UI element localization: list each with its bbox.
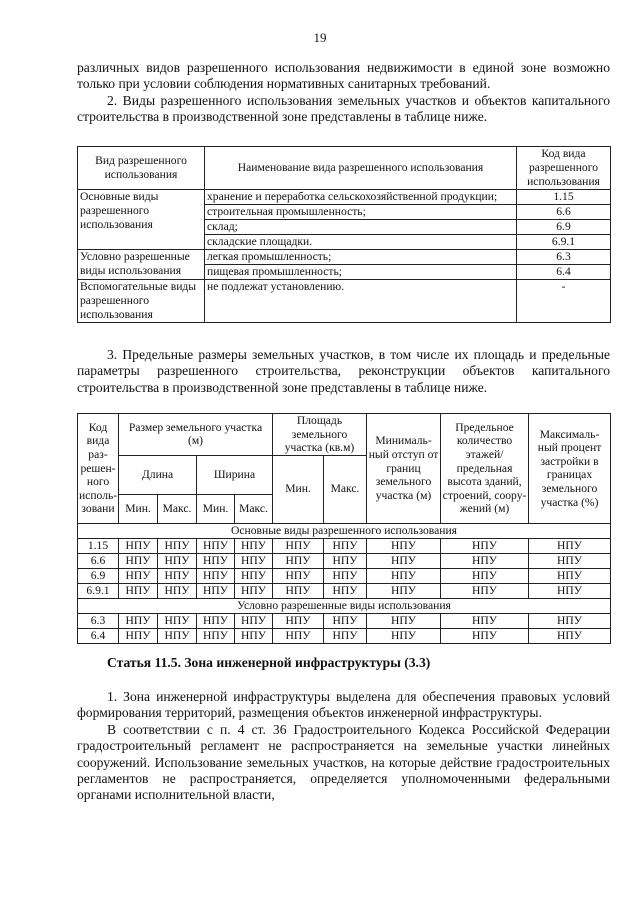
value-cell: НПУ: [119, 538, 158, 553]
value-cell: НПУ: [197, 538, 235, 553]
use-code-cell: 6.9.1: [517, 235, 611, 250]
value-cell: НПУ: [324, 568, 367, 583]
value-cell: НПУ: [529, 568, 611, 583]
table-row: [78, 553, 611, 568]
value-cell: 1.15: [78, 538, 119, 553]
section-row: [78, 523, 611, 538]
article-paragraph-1: 1. Зона инженерной инфраструктуры выделена для обеспечения правовых условий формирования территорий, размещения объектов инженерной инфраструктуры.: [77, 689, 610, 721]
section-title: Условно разрешенные виды использования: [78, 598, 611, 613]
use-name-cell: строительная промышленность;: [205, 205, 517, 220]
table-row: [78, 613, 611, 628]
value-cell: 6.9.1: [78, 583, 119, 598]
intro-paragraph: различных видов разрешенного использования недвижимости в единой зоне возможно только при условии соблюдения нормативных санитарных требований.: [77, 60, 610, 92]
value-cell: НПУ: [158, 628, 197, 643]
value-cell: НПУ: [235, 538, 273, 553]
value-cell: НПУ: [529, 553, 611, 568]
value-cell: НПУ: [441, 613, 529, 628]
value-cell: 6.6: [78, 553, 119, 568]
value-cell: НПУ: [119, 613, 158, 628]
value-cell: НПУ: [529, 628, 611, 643]
table-row: [78, 280, 611, 323]
table-row: [78, 583, 611, 598]
value-cell: НПУ: [119, 628, 158, 643]
paragraph-2: 2. Виды разрешенного использования земельных участков и объектов капитального строительства в производственной зоне представлены в таблице ниже.: [77, 92, 610, 125]
value-cell: НПУ: [273, 553, 324, 568]
value-cell: НПУ: [158, 553, 197, 568]
use-code-cell: 1.15: [517, 190, 611, 205]
value-cell: НПУ: [119, 553, 158, 568]
value-cell: НПУ: [324, 553, 367, 568]
use-name-cell: хранение и переработка сельскохозяйственной продукции;: [205, 190, 517, 205]
value-cell: НПУ: [324, 583, 367, 598]
value-cell: НПУ: [235, 583, 273, 598]
header-setback: Минималь-ный отступ от границ земельного участка (м): [367, 414, 441, 524]
value-cell: НПУ: [119, 583, 158, 598]
value-cell: 6.9: [78, 568, 119, 583]
header-percent: Максималь-ный процент застройки в границах земельного участка (%): [529, 414, 611, 524]
value-cell: НПУ: [158, 583, 197, 598]
value-cell: НПУ: [197, 628, 235, 643]
use-code-cell: 6.3: [517, 250, 611, 265]
header-floors: Предельное количество этажей/ предельная высота зданий, строений, соору-жений (м): [441, 414, 529, 524]
use-code-cell: -: [517, 280, 611, 323]
header-area-max: Макс.: [324, 455, 367, 523]
value-cell: НПУ: [367, 553, 441, 568]
header-length-max: Макс.: [158, 494, 197, 523]
header-width-min: Мин.: [197, 494, 235, 523]
table-row: [78, 628, 611, 643]
use-code-cell: 6.4: [517, 265, 611, 280]
header-length: Длина: [119, 455, 197, 494]
value-cell: НПУ: [367, 613, 441, 628]
value-cell: НПУ: [529, 538, 611, 553]
use-name-cell: легкая промышленность;: [205, 250, 517, 265]
header-width: Ширина: [197, 455, 273, 494]
value-cell: НПУ: [235, 553, 273, 568]
value-cell: НПУ: [235, 628, 273, 643]
permitted-use-table: [77, 146, 611, 323]
value-cell: НПУ: [324, 628, 367, 643]
value-cell: НПУ: [441, 583, 529, 598]
header-use-type: Вид разрешенного использования: [78, 147, 205, 190]
use-code-cell: 6.9: [517, 220, 611, 235]
value-cell: НПУ: [273, 538, 324, 553]
value-cell: НПУ: [197, 568, 235, 583]
value-cell: НПУ: [197, 613, 235, 628]
page-number: 19: [313, 30, 327, 45]
value-cell: НПУ: [158, 568, 197, 583]
value-cell: НПУ: [367, 538, 441, 553]
table-row: [78, 568, 611, 583]
value-cell: НПУ: [197, 583, 235, 598]
value-cell: НПУ: [119, 568, 158, 583]
use-name-cell: не подлежат установлению.: [205, 280, 517, 323]
value-cell: НПУ: [235, 613, 273, 628]
value-cell: НПУ: [441, 628, 529, 643]
header-area: Площадь земельного участка (кв.м): [273, 414, 367, 456]
header-width-max: Макс.: [235, 494, 273, 523]
article-text: [77, 689, 610, 804]
header-use-code: Код вида разрешенного использования: [517, 147, 611, 190]
use-type-cell: Условно разрешенные виды использования: [78, 250, 205, 280]
value-cell: 6.4: [78, 628, 119, 643]
table-row: [78, 190, 611, 205]
table-row: [78, 250, 611, 265]
value-cell: НПУ: [324, 613, 367, 628]
table-header-row: [78, 147, 611, 190]
value-cell: НПУ: [273, 628, 324, 643]
value-cell: НПУ: [367, 568, 441, 583]
value-cell: НПУ: [235, 568, 273, 583]
article-paragraph-2: В соответствии с п. 4 ст. 36 Градостроительного Кодекса Российской Федерации градостроительный регламент не распространяется на земельные участки линейных сооружений. Использование земельных участков, на которые действие градостроительных регламентов не распространяется, определяется уполномоченными федеральными органами исполнительной власти,: [77, 721, 610, 803]
use-type-cell: Вспомогательные виды разрешенного использования: [78, 280, 205, 323]
value-cell: НПУ: [441, 568, 529, 583]
header-code: Код вида раз-решен-ного исполь-зовани: [78, 414, 119, 524]
section-row: [78, 598, 611, 613]
use-name-cell: склад;: [205, 220, 517, 235]
value-cell: НПУ: [441, 538, 529, 553]
header-use-name: Наименование вида разрешенного использования: [205, 147, 517, 190]
paragraph-3: 3. Предельные размеры земельных участков, в том числе их площадь и предельные параметры разрешенного строительства, реконструкции объектов капитального строительства в производственной зоне представлены в таблице ниже.: [77, 347, 610, 395]
use-type-cell: Основные виды разрешенного использования: [78, 190, 205, 250]
value-cell: НПУ: [441, 553, 529, 568]
header-length-min: Мин.: [119, 494, 158, 523]
value-cell: НПУ: [367, 583, 441, 598]
value-cell: НПУ: [367, 628, 441, 643]
header-area-min: Мин.: [273, 455, 324, 523]
header-size: Размер земельного участка (м): [119, 414, 273, 456]
value-cell: НПУ: [324, 538, 367, 553]
value-cell: НПУ: [197, 553, 235, 568]
value-cell: НПУ: [158, 538, 197, 553]
use-name-cell: складские площадки.: [205, 235, 517, 250]
value-cell: НПУ: [273, 613, 324, 628]
value-cell: НПУ: [158, 613, 197, 628]
intro-text: [77, 60, 610, 126]
value-cell: 6.3: [78, 613, 119, 628]
value-cell: НПУ: [273, 568, 324, 583]
article-heading: Статья 11.5. Зона инженерной инфраструктуры (3.3): [107, 655, 431, 670]
paragraph-3-block: [77, 347, 610, 396]
section-title: Основные виды разрешенного использования: [78, 523, 611, 538]
use-name-cell: пищевая промышленность;: [205, 265, 517, 280]
value-cell: НПУ: [273, 583, 324, 598]
use-code-cell: 6.6: [517, 205, 611, 220]
limits-table: [77, 413, 611, 644]
value-cell: НПУ: [529, 613, 611, 628]
value-cell: НПУ: [529, 583, 611, 598]
table-row: [78, 538, 611, 553]
